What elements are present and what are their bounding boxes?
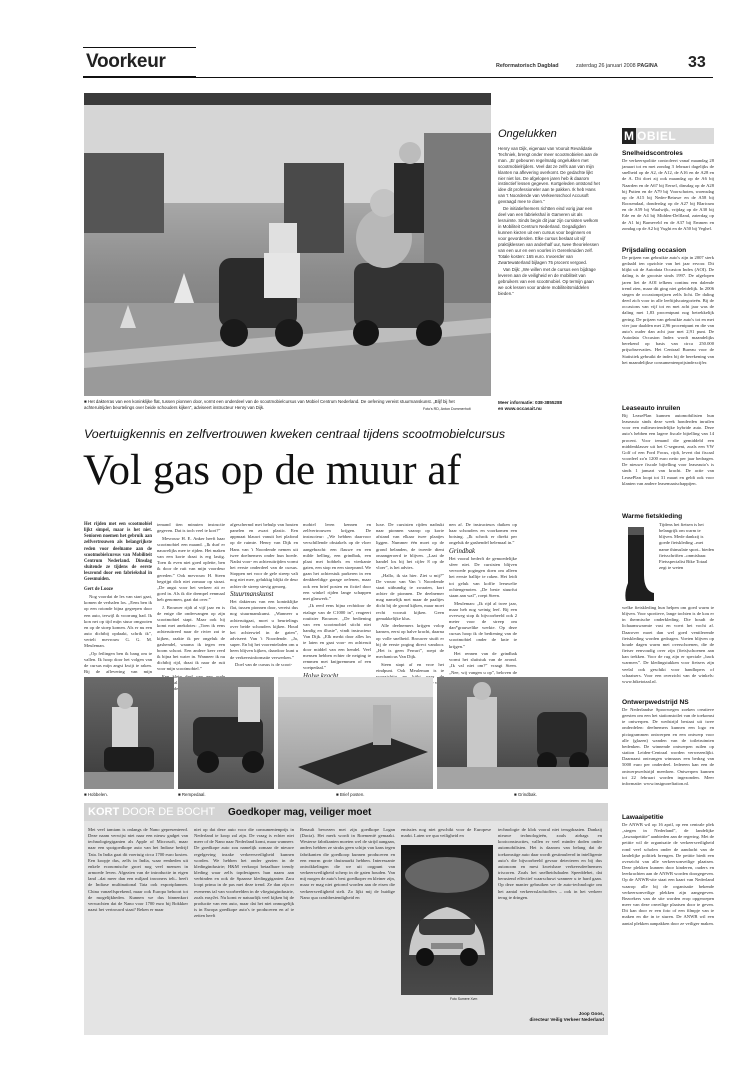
subhead-stuurmanskunst: Stuurmanskunst <box>230 591 274 599</box>
article-paragraph: afgeschermd met behulp van houten panelen en zwart plastic. Een appmaat blauwt vanuit het plafond op de ruimte. Henry van Dijk en Hans van 't Noordende nemen uit twee doelnemers onder hun hoede. Nadat voor- en achteruitrijden vormt het eerste onderdeel van de cursus. Stoppen net voor de gele streep valt nog niet mee, gelukkig blijkt de deur achter de streep stevig genoeg. <box>230 522 298 589</box>
strip-caption: Rempedaal. <box>181 792 206 797</box>
article-paragraph: „Op feilingen ben ik bang om te vallen. Ik hoop door het volgen van de cursus mijn angst kwijt te raken. Bij de aflevering van mijn <box>84 650 152 675</box>
more-info-label: Meer informatie: 038-3855288 <box>498 400 563 405</box>
strip-photo-illustration <box>437 677 608 789</box>
mobiel-header-rest: OBIEL <box>637 129 677 143</box>
article-col-6 <box>449 522 517 675</box>
article-paragraph: Nog voordat de les van start gaat, komen de verhalen los. „Eens ben ik op een rotonde bijna gegrepen door een auto, terwijl ik voorrang had. Ik kon net op tijd mijn stuur omgooien en op de stoep komen. Als er nu een auto dichtbij opdaakt, schrik ik”, vertelt mevrouw G. G. M. Meuleman. <box>84 594 152 649</box>
kort-label-rest: DOOR DE BOCHT <box>122 806 216 818</box>
strip-caption: Hobbelen. <box>87 792 108 797</box>
article-paragraph: „Hallo, ik sta hier. Ziet u mij?” De vrouw van Van 't Noordende staat uitbundig te zwaaien, kort achter de pionnen. De deelnemer mag namelijk met maar de paaltjes dicht bij de grond kijken, maar moet recht vooruit kijken. Geen gemakkelijke klus. <box>376 572 444 621</box>
kort-label <box>88 806 215 818</box>
ongelukken-box <box>496 122 616 416</box>
strip-caption-brief-posten <box>336 792 365 798</box>
kort-photo-credit: Foto Sumere Xvm <box>450 997 478 1001</box>
article-col-2 <box>157 522 225 672</box>
byline: Gert de Looze <box>84 586 114 592</box>
caption-bullet-icon: ■ <box>84 792 88 797</box>
strip-caption: Grindbak. <box>517 792 537 797</box>
mobiel-section-text: De Nederlandse Spoorwegen zoeken creatieve geesten om een het stationstoilet van de toekomst te ontwerpen. De wedstrijd bestaat uit twee onderdelen: deelnemers kunnen een logo en pictogrammen ontwerpen en een ontwerp voor alle (glazen) wanden van de toiletruimten bedenken. De winnende ontwerpen ruilen op station Leiden-Centraal worden verwezenlijkt. Daarnaast ontvangen winnaars een bedrag van 5000 euro per onderdeel. Iedereen kan een de ontwerpwedstrijd meedoen. Ontwerpen kunnen tot 22 februari worden ingezonden. Meer informatie: www.insignoreltation.nl. <box>622 707 714 786</box>
strip-photo-illustration <box>178 677 274 789</box>
caption-bullet-icon: ■ <box>178 792 182 797</box>
kort-label-kort: KORT <box>88 806 120 818</box>
date-text: zaterdag 26 januari 2008 <box>576 63 636 69</box>
caption-bullet-icon: ■ <box>514 792 518 797</box>
photo-credit: Foto's RD, Anton Dommerholt <box>423 407 471 411</box>
article-paragraph: „Ik reed eens bijna rechtdoor de etalage van de C1000 in”, reageert rouitster Brouwer. „De bediening van een scootmobiel sticht niet handig en illuste”, vindt instructeur Van Dijk. „Elk merkt door alles los te laten en gaat voor- en achteruit door middel van een hendel. Veel mensen hebben echter de neiging te remmen met knijpremmen of een voetpedaal.” <box>303 603 371 670</box>
strip-photo-illustration <box>278 677 433 789</box>
fietskleding-wrap <box>622 521 714 605</box>
kort-col-5: technologie de klok vooral niet terugdraaien. Dankzij nieuwe technologieën, zoals airbags en kooiconstructies, vallen er veel minder doden onder automobilisten. Het is daarom van belang dat de toekomstige auto daar wordt gestimuleerd in intelligente auto's die bijvoorbeeld gevaar detecteren en bij dus autonoom en mest kwetsbare verkeersdeelnemers triscoren. Zoals het snelheidsdaalen Speeddebet, dat berustend effectief waarschuwt wanneer u te hard gaan. Op deze manier gebruiken we de auto-technologie om het aantal verkeersslachtoffers – ook in het verkeer terug te dringen. <box>498 827 602 900</box>
mobiel-header <box>622 128 714 144</box>
mobiel-section-text-wrap: Tijdens het fietsen is het belangrijk om warm te blijven. Mede dankzij is goede fietskleding –met name thinsulate sport– bieden fietsschriften –onmisbaar. Fietsspecialist Bike Totaal zegt te weten <box>659 522 714 571</box>
article-paragraph: luxe. De cursisten rijden nadrukt naar pionnen vaarop op korte afstand van elkaar twee plaatjes liggen. Nummer één moet op de grond belanden, de tweede dient onaangeroerd te blijven. „Laat de handel los bij het cijfer 8 op de vloer”, is het advies. <box>376 522 444 571</box>
more-info-url[interactable]: en www.occasait.nu <box>498 406 542 411</box>
caption-bullet-icon: ■ <box>336 792 340 797</box>
publication-name: Reformatorisch Dagblad <box>496 63 559 69</box>
article-col-3 <box>230 522 298 672</box>
article-paragraph: Alle deelnemers krijgen volop kansen, eerst op halve kracht, daarna op volle snelheid. Brouwer stuift er bij de eerste poging direct vandoor. „Het is geen Ferrari”, roept de mechanicus Van Dijk. <box>376 623 444 660</box>
caption-text: Het dakterras van een koninklijke flat, tussen pionnen door, vormt een onderdeel van de scootmobielcursus van Mobiel Centrum Nederland. De oefening vereist stuurmanskunst. „Blijf bij het achteruitrijden beurtelings over beide schouders kijken”, adviseert instructeur Henry van Dijk. <box>84 399 455 410</box>
ongelukken-title: Ongelukken <box>498 128 557 140</box>
kort-col-1: Met veel tamtam is onlangs de Nano gepresenteerd. Deze naam verwijst niet naar een nieuw gadget van technologiegiganten als Apple of Microsoft, maar naar een spotgoedkope auto van het Indiase bedrijf Tata. In India gaat dit voertuig circa 1700 euro kosten. Een koopje dus, zelfs in India, waar eenheden uit enkele economische groei nog veel mensen in armoede leven. Afgezien van de introductie in eigen land –dat meer dan een miljard inwoners telt– heeft de Indiase multinational Tata ook exportplannen. China vanzelfsprekend, maar ook Europa behoort tot de mogelijkheden. Kunnen we dus binnenkort verwachten dat de Nano voor 1700 euro bij Bokkker naast het vertrouwd staat? Reken er maar <box>88 827 188 913</box>
kort-author <box>498 1011 604 1023</box>
header-date <box>576 63 658 69</box>
strip-photo-brief-posten <box>278 677 433 789</box>
kort-col-3: Renault bewezen met zijn goedkope Logan (Dacia). Het merk wordt in Roemenië gemaakt. Westerse fabrikanten moeten wel de strijd aangaan, anders hebben ze straks geen schijn van kans tegen fabrikanten die goedkoop kunnen produceren en een enorm grote thuismarkt hebben. Interessante ontwikkelingen die we uit oogpunt van verkeersveiligheid scherp in de gaten houden. Van mij mogen de auto's best goedkoper en kleiner zijn, maar er mag niet getornd worden aan de eisen die verkeersveiligheid stelt. Zo lijkt mij de huidige Nano qua crashbestendigheid en <box>300 827 395 900</box>
mobiel-section-text: De ANWB wil op 16 april, op een centrale plek „stegen in Nederland”, de landelijke „lawaaipetitie” aanbieden aan de regering. Met de petitie wil de organisatie de verkeersveiligheid rond veel scholen onder de aandacht van de landelijke politiek brengen. De petitie biedt een overzicht van alle verkeersonveilige plaatsen. Deze plekken kunnen door kinderen, ouders en leerkrachten aan de ANWB worden doorgegeven. Op de ANWB-site staat een kaart van Nederland waarop alle bij de organisatie bekende verkeersonveilige plekken zijn aangegeven. Bezoekers van de site worden erop opgeroepen meer van deze onveilige plaatsen door te geven. Dit kan door er een foto of een filmpje van te maken en die in te sturen. De ANWB wil een aantal plekken aanpakken door ze veiliger maken. <box>622 822 714 926</box>
page-number: 33 <box>688 54 706 71</box>
header-rule-main <box>83 77 713 78</box>
thermo-sock-photo <box>622 523 656 603</box>
article-kicker: Voertuigkennis en zelfvertrouwen kweken centraal tijdens scootmobielcursus <box>84 427 506 441</box>
article-paragraph: Mevrouw H. E. Anker heeft haar scootmobiel een maand. „Ik durf er nauwelijks mee te rijden. Het maken van een korte draai is erg lastig. Toen ik even niet goed oplette, ben ik door de ruit van mijn voordeur gereden.” Ook mevrouw H. Steen begrijpt dich niet zomaar op straat. „De angst voor het verkeer zit er goed in. Als ik die drempel eenmaal heb genomen, gaat dat over.” <box>157 535 225 603</box>
strip-photo-hobbelen <box>84 677 174 789</box>
strip-photo-grindbak <box>437 677 608 789</box>
subhead-grindbak: Grindbak <box>449 548 476 556</box>
kort-box <box>84 803 608 1035</box>
article-col-5 <box>376 522 444 672</box>
article-headline: Vol gas op de muur af <box>83 447 461 494</box>
kort-author-role: directeur Veilig Verkeer Nederland <box>529 1017 604 1022</box>
mobiel-section-title: Warme fietskleding <box>622 513 683 520</box>
article-paragraph: Het vooral bederft de gemoedelijke sfeer niet. De cursisten blijven vervoede pogingen doen om alleen het eerste balltje te raken. Het leidt tot geluk van koffie leeuwelie ochtengenoten. „De beste stuurfut staan aan wal”, roept Steen. <box>449 556 517 598</box>
tata-nano-photo <box>401 845 493 995</box>
strip-photo-illustration <box>84 677 174 789</box>
article-col-1 <box>84 522 152 675</box>
mobiel-section-title: Snelheidscontroles <box>622 150 683 157</box>
main-photo-caption <box>84 399 461 413</box>
pagina-label: PAGINA <box>637 63 658 69</box>
mobiel-section-text: De verkeerspolitie controleert vanaf maandag 28 januari tot en met zondag 3 februari dagelijks de snelheid op de A2, de A12, de A16 en de A28 en de A. Dit doet zij ook maandag op de A6 bij Naarden en de A67 bij Eersel, dinsdag op de A28 bij Putten en de A79 bij Voorschoten, woensdag op de A15 bij Neder-Betuwe en de A58 bij Roosendaal, donderdag op de A27 bij Blaricum en de A59 bij Waalwijk, vrijdag op de A30 bij Ede en de A4 bij Midden-Delfland, zaterdag op de A1 bij Barneveld en de A37 bij Emmen en zondag op de A2 bij Vught en de A50 bij Veghel. <box>622 158 714 231</box>
mobiel-sidebar <box>622 128 714 1038</box>
mobiel-section-text: Bij LeasePlan kunnen automobilisten hun leaseauto sinds deze week honderden inruilen voor een milieuvriendelijke hybride auto. Deze auto's hebben een lagere fiscale bijtelling van 14 procent. Voor iemand die gemiddeld een middenklasser uit het C-segment, zoals een VW Golf of een Ford Focus, rijdt, levert dat fiscaal voordeel zo'n 1200 euro netto per jaar bedragen. De nieuwe fiscale bijtelling voor leaseauto's is sinds 1 januari van kracht. De actie van LeasePlan loopt tot 31 maart en geldt ook voor klanten van andere leasemaatschappijen. <box>622 413 714 486</box>
article-paragraph: nen af. De instructeurs duiken op haar schouders en voorkomen een botsing. „Ik schrok er direkt per ongeluk de gashendel helemaal in.” <box>449 522 517 546</box>
mobiel-header-m: M <box>624 129 634 143</box>
mobiel-section-text: De prijzen van gebruikte auto's zijn in 2007 sterk gedaald ten opzichte van het jaar ervoor. Dit blijkt uit de Autodata Occasion Index (AOI). De daling is de grootste sinds 1997. De afgelopen jaren liet de AOI telkens continu een dalende trend zien, maar dit ging niet geleidelijk. In 2006 stegen de occasionprijzen zelfs licht. De daling deed zich voor in alle leeftijdscategorieën. Bij de occasions van vijf tot en met acht jaar was de daling met 1,83 procentpunt nog betrekkelijk gering. De prijzen van gebruikte auto's tot en met vier jaar daalden met 2,96 procentpunt en die van auto's ouder dan acht jaar met 2,91 punt. De Autodata Occasion Index wordt maandelijks berekend op basis van circa 250.000 prijsobservaties. Het Centraal Bureau voor de Statistiek gebruikt de index bij de berekening van het maandelijkse consumentenprijsindexcijfer. <box>622 255 714 365</box>
kort-author-name: Joop Goos, <box>578 1011 604 1016</box>
article-paragraph: Doel van de cursus is de scoot- <box>235 662 293 668</box>
article-paragraph: Het dakterras van een koninklijke flat, tussen pionnen door, vereist dus nog stuurmanskunst. „Wanneer u achteruitgaat, moet u beurtelings over beide schouders kijken. Houd het achterwiel in de gaten”, adviseert Van 't Noordende. „Ja, super. En bij het voorenteladen om u heen blijven kijken, daardoor kunt u de verkeersinformatie verwerken.” <box>230 599 298 660</box>
strip-caption: Brief posten. <box>339 792 365 797</box>
main-photo <box>84 93 491 396</box>
article-paragraph: mobiel leren kennen en zelfvertrouwen krijgen. De instructeur: „We hebben daarvoor verschillende obstakels op de vloer aangebracht: een flauwe en een milde helling, een grindbak, een plaat met bobbels en vierkante gaten, een stop en een stoeprand. We gaan het achterstuk parkeren in een denkbeeldige garage oefenen, maar ook een brief posten en fictief door een winkel rijden lange schappen met glaswerk.” <box>303 522 371 601</box>
ongelukken-paragraph: Van Dijk: „We willen met de cursus een bijdrage leveren aan de veiligheid en de mobiliteit van gebruikers van een scootmobiel. Op termijn gaan we ook lessen voor andere mobiliteitsmiddelen bieden.” <box>498 266 596 296</box>
article-paragraph: J. Brouwer rijdt al vijf jaar en is de enige die ondervangen op zijn scootmobiel stapt. Maar ook hij komt met anekdotes: „Toen ik eens achteruitreed naar de rivier zat te kijken, raakte ik per ongeluk de gashendel, waarna ik tegen een boom schoot. Een andere keer reed ik bijna het water in. Wanneer ik nu dichtbij rijd, draai ik naar de ruit voor mijn scootmobiel.” <box>157 604 225 672</box>
page-header <box>0 0 738 90</box>
more-info <box>498 400 608 412</box>
mobiel-section-title: Leaseauto inruilen <box>622 405 681 412</box>
article-lead: Het rijden met een scootmobiel lijkt simpel, maar is het niet. Senioren noemen het gebruik aan zelfvertrouwen als belangrijkste reden voor deelname aan de scootmobielcursus van Mobiliteit Centrum Nederland. Dinsdag sluitende ze tijdens de eerste lesavond door een fabriekshal in Geesmuiden. <box>84 522 152 583</box>
sock-icon <box>622 523 656 603</box>
kort-col-2: niet op dat deze auto voor die consumentenprijs in Nederland te koop zal zijn. De vraag is echter niet meer of de Nano naar Nederland komt, maar wanneer. De goedkope auto zou namelijk zomaar de nieuwe regelgeving inzake verkeersveiligheid kunnen worden. We hebben het onder gezien in de kledingindustrie; H&M verkoopt betaalbare trendy kleding waar zelfs topdesigners hun naam aan verbinden en ook de Spaanse kledinggiganten Zara loopt prima in de pas met deze trend. Ze dan zijn er eveneens tal van voorbeelden in de vliegtuigindustrie, zoals easyJet. Nu komt er natuurlijk veel kijken bij de productie van een auto, maar dat het niet onmogelijk is in Europa goedkope auto's te produceren en af te zetten heeft <box>194 827 294 919</box>
article-col-4 <box>303 522 371 672</box>
article-paragraph: Steen stapt af en vroe het eindpunt. Ook Meuleman is te <box>376 661 444 673</box>
strip-photo-rempedaal <box>178 677 274 789</box>
main-photo-illustration <box>84 93 491 396</box>
kort-title: Goedkoper mag, veiliger moet <box>228 807 372 818</box>
mobiel-section-title: Lawaaipetitie <box>622 814 664 821</box>
kort-col-4: emissies nog niet geschikt voor de Europese markt. Laten we qua veiligheid en <box>401 827 491 839</box>
mobiel-section-title: Ontwerpwedstrijd NS <box>622 699 689 706</box>
article-paragraph: Het rennen van de grindbak vormt het sluitstuk van de avond. „Ik val niet om?” vraagt Steen. „Nee, wij vangen u op”, beloven de <box>449 651 517 675</box>
ongelukken-body <box>498 146 600 394</box>
ongelukken-paragraph: Henry van Dijk, eigenaar van Vooruit Revalidatie Techniek, brengt onder meer scootmobielen aan de man. „Er gebeuren regelmatig ongelukken met scootmobielrijders. Veel dat ze zelfs aan van mijn klanten na aflevering overkomt. De gedachte lijkt nier niet los. De afgelopen jaren heb ik daarom instinctief lessen gegeven. Kortgeleden ontstond het idee dit professioneler aan te pakken. Ik heb Hans van 't Noordende van Verkeersschool Accusoft gevraagd mee te doen.” <box>498 146 600 205</box>
section-title: Voorkeur <box>86 51 166 72</box>
mobiel-section-title: Prijsdaling occasion <box>622 247 687 254</box>
mobiel-content <box>622 150 714 962</box>
article-paragraph: Meuleman: „Ik rijd al twee jaar, maar heb nog weinig leef. Bij een overweg stop ik bijvoorbeeld ook 2 meter voor de streep om dan*grauwelike werkte. Op deze cursus hoop ik de bediening van de scootmobiel onder de knie te krijgen.” <box>449 600 517 649</box>
strip-caption-grindbak <box>514 792 537 798</box>
tata-nano-illustration <box>401 845 493 995</box>
strip-caption-rempedaal <box>178 792 206 798</box>
ongelukken-paragraph: De initiatiefnemers richtten eind vorig jaar een deel van een fabriekshal in Gameren uit als lesruimte. Sinds begin dit jaar zijn cursisten welkom in Mobiliteit Centrum Nederland. Gegadigden kunnen kiezen uit een cursus voor beginners en voor gevorderden. Elke cursus beslaat uit vijf praktijklessen van anderhalf uur, twee theorielessen van een uur en een voorles in Gerenkruiden zelf. Totale kosten: 165 euro. Invoerder van Zwartewaterland bijlagen 75 procent vergoed. <box>498 206 599 265</box>
mobiel-section-text: welke fietskleding hun helpen om goed warm te blijven. Voor sportieve, lange tochten is de kou er in thermische onderkleding. Die houdt de lichaamswarmte vast en voert het vocht af. Daarover moet dan wel goed ventilerende fietskleding worden gedragen. Voeten blijven op houde dagen warm met overschoenen, die de fietser eenvoudig over zijn (fiets)schoenen aan kan trekken. Voor de rug zijn er speciale „back warmers”. De kledingstukken voor fietsers zijn veelal ook geschikt voor handlopers of schaatsers. Voor een overzicht van de winkels: www.biketotaal.nl. <box>622 605 714 684</box>
strip-caption-hobbelen <box>84 792 108 798</box>
article-paragraph: iemand tien minuten instructie gegeven. Dat is toch veel te kort?” <box>157 522 225 534</box>
header-top-rule <box>83 47 196 48</box>
caption-bullet-icon: ■ <box>84 399 88 404</box>
